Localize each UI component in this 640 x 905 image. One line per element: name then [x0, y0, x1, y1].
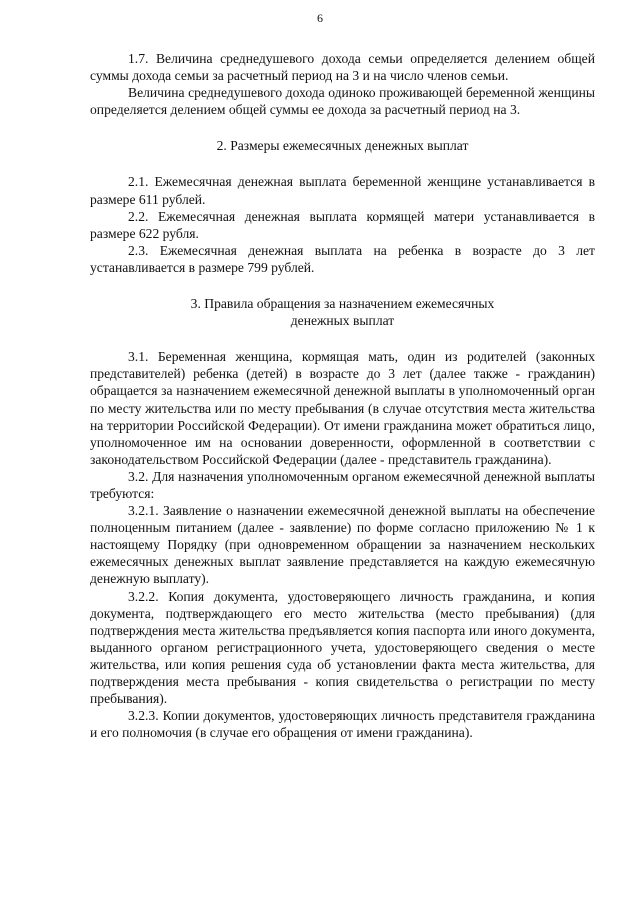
document-body [90, 50, 595, 741]
page-number: 6 [317, 11, 323, 25]
section-heading-2: 2. Размеры ежемесячных денежных выплат [216, 138, 469, 154]
section-heading-3 [90, 295, 595, 329]
paragraph-3-2: 3.2. Для назначения уполномоченным органом ежемесячной денежной выплаты требуются: [90, 468, 595, 501]
paragraph-3-1: 3.1. Беременная женщина, кормящая мать, один из родителей (законных представителей) ребенка (детей) в возрасте до 3 лет (далее также - гражданин) обращается за назначением ежемесячной денежной выплаты в уполномоченный орган по месту жительства или по месту пребывания (в случае отсутствия места жительства на территории Российской Федерации). От имени гражданина может обратиться лицо, уполномоченное им на основании доверенности, оформленной в соответствии с законодательством Российской Федерации (далее - представитель гражданина). [90, 349, 595, 467]
section-heading-3-line-1: 3. Правила обращения за назначением ежемесячных [190, 296, 495, 312]
paragraph-3-2-1: 3.2.1. Заявление о назначении ежемесячной денежной выплаты на обеспечение полноценным питанием (далее - заявление) по форме согласно приложению № 1 к настоящему Порядку (при одновременном обращении за назначением нескольких ежемесячных денежных выплат заявление представляется на каждую ежемесячную денежную выплату). [90, 503, 595, 587]
paragraph-3-2-2: 3.2.2. Копия документа, удостоверяющего личность гражданина, и копия документа, подтверждающего его место жительства (место пребывания) (для подтверждения места жительства предъявляется копия паспорта или иного документа, выданного органом регистрационного учета, удостоверяющего сведения о месте жительства, или копия решения суда об установлении факта места жительства, для подтверждения места пребывания - копия свидетельства о регистрации по месту пребывания). [90, 588, 595, 707]
paragraph-1-7-single-woman: Величина среднедушевого дохода одиноко проживающей беременной женщины определяется делением общей суммы ее дохода за расчетный период на 3. [90, 85, 595, 118]
section-heading-3-line-2: денежных выплат [290, 313, 395, 329]
paragraph-1-7: 1.7. Величина среднедушевого дохода семьи определяется делением общей суммы дохода семьи за расчетный период на 3 и на число членов семьи. [90, 51, 595, 84]
paragraph-3-2-3: 3.2.3. Копии документов, удостоверяющих личность представителя гражданина и его полномочия (в случае его обращения от имени гражданина). [90, 708, 595, 741]
paragraph-2-1: 2.1. Ежемесячная денежная выплата беременной женщине устанавливается в размере 611 рублей. [90, 174, 595, 207]
paragraph-2-3: 2.3. Ежемесячная денежная выплата на ребенка в возрасте до 3 лет устанавливается в размере 799 рублей. [90, 242, 595, 275]
paragraph-2-2: 2.2. Ежемесячная денежная выплата кормящей матери устанавливается в размере 622 рубля. [90, 208, 595, 241]
